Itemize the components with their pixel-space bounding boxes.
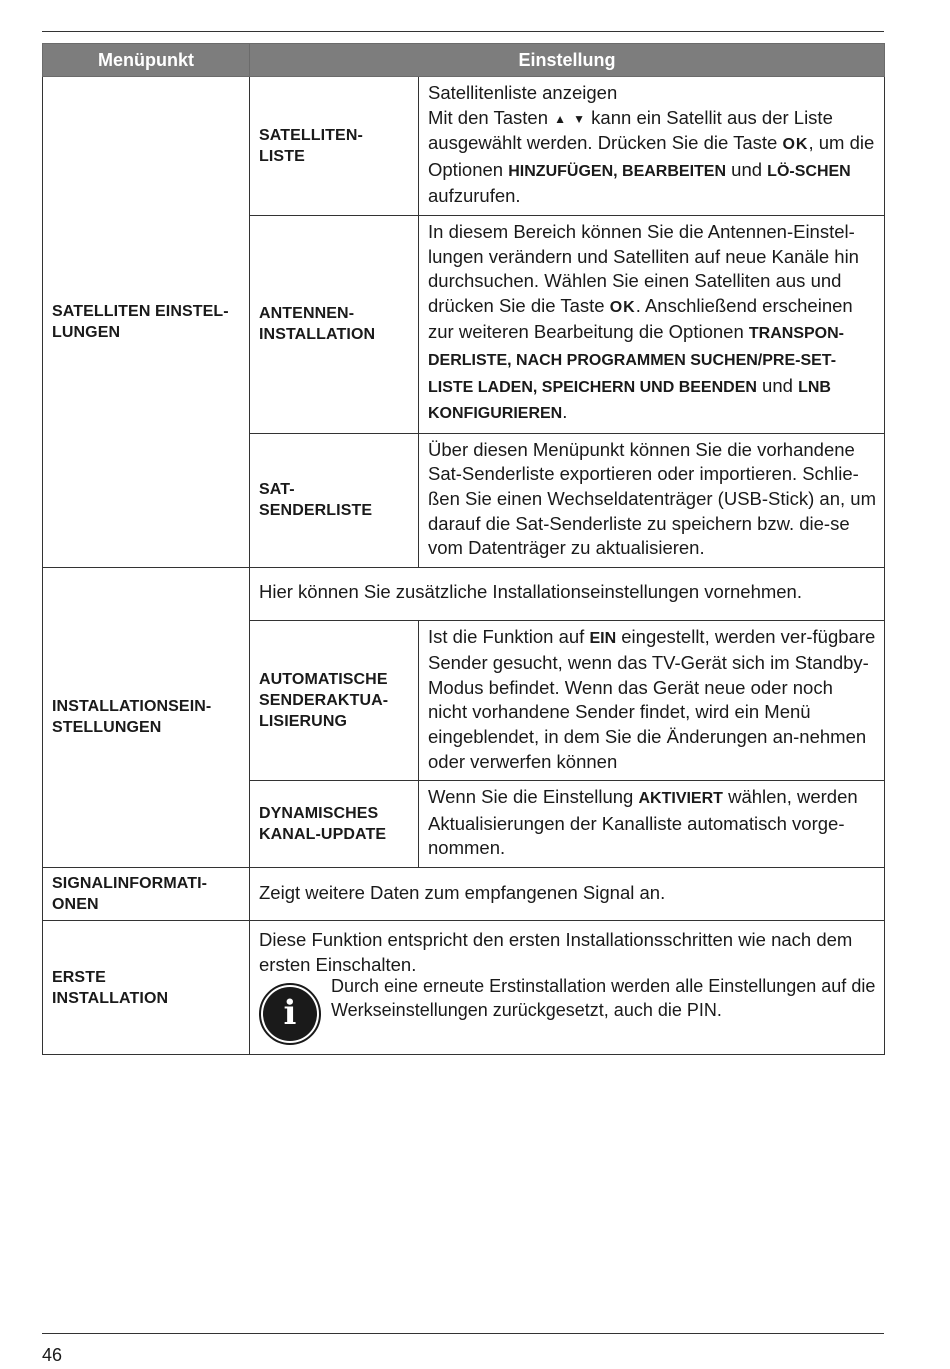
ok-key-label: OK [782,136,809,154]
text-span: eingestellt, werden ver-fügbare Sender gesucht, wenn das TV-Gerät sich im Standby-Modus befindet. Wenn das Gerät neue oder noch nicht vorhandene Sender findet, wird ein Menü eingeblendet, in dem Sie die Änderungen an-nehmen oder verwerfen können [428,625,876,772]
label-line: INSTALLATIONSEIN- [52,698,212,716]
label-line: AUTOMATISCHE [259,670,388,688]
label-line: ANTENNEN- [259,305,355,323]
table-row [43,567,885,620]
submenu-sat-senderliste [250,433,419,567]
option-name: AKTIVIERT [638,790,723,808]
arrow-down-icon: ▼ [573,111,586,126]
option-name: LÖ-SCHEN [767,162,851,180]
description-paragraph [428,220,876,427]
text-span: kann ein Satellit aus der Liste ausgewählt werden. Drücken Sie die Taste [428,106,833,154]
label-line: INSTALLATION [259,326,376,344]
text-span: Ist die Funktion auf [428,625,590,647]
label-line: LUNGEN [52,323,121,341]
info-icon [259,983,321,1045]
header-menupunkt: Menüpunkt [43,44,250,77]
description-paragraph [428,625,876,775]
description-paragraph [428,106,876,209]
text-span: . Anschließend erscheinen zur weiteren Bearbeitung die Optionen [428,294,853,343]
text-span: und [756,374,799,396]
table-row [43,868,885,921]
label-line: ONEN [52,896,99,914]
description-installation-intro: Hier können Sie zusätzliche Installationseinstellungen vornehmen. [250,567,885,620]
text-span: und [726,158,768,180]
info-icon-glyph: i [263,987,317,1041]
option-names: HINZUFÜGEN, BEARBEITEN [508,162,727,180]
text-span: . [562,401,568,423]
description-antenneninstallation [419,215,885,433]
menu-item-signalinformationen [43,868,250,921]
description-erste-installation [250,921,885,1055]
submenu-automatische-senderaktualisierung [250,620,419,781]
label-line: LISIERUNG [259,712,348,730]
option-name: LNB KONFIGURIEREN [428,378,831,423]
description-automatische-senderaktualisierung [419,620,885,781]
description-dynamisches-kanal-update [419,781,885,868]
settings-table [42,43,885,1055]
label-line: SATELLITEN EINSTEL- [52,302,229,320]
label-line: INSTALLATION [52,989,169,1007]
submenu-satellitenliste [250,77,419,216]
description-line: Satellitenliste anzeigen [428,82,618,103]
label-line: DYNAMISCHES [259,805,379,823]
description-paragraph: Diese Funktion entspricht den ersten Installationsschritten wie nach dem ersten Einschalten. [259,929,853,976]
label-line: KANAL-UPDATE [259,826,387,844]
text-span: aufzurufen. [428,185,521,207]
submenu-antenneninstallation [250,215,419,433]
label-line: SIGNALINFORMATI- [52,875,208,893]
text-span: wählen, werden Aktualisierungen der Kanalliste automatisch vorge-nommen. [428,786,858,859]
text-span: Mit den Tasten [428,106,554,128]
text-span: , um die Optionen [428,132,875,180]
table-header-row [43,44,885,77]
top-rule [42,31,884,32]
label-line: SENDERAKTUA- [259,691,389,709]
label-line: ERSTE [52,968,106,986]
info-hint [259,975,876,1045]
description-signalinformationen: Zeigt weitere Daten zum empfangenen Signal an. [250,868,885,921]
table-row [43,921,885,1055]
text-span: In diesem Bereich können Sie die Antennen-Einstel-lungen verändern und Satelliten auf neue Kanäle hin durchsuchen. Wählen Sie einen Satelliten aus und drücken Sie die Taste [428,220,859,316]
description-sat-senderliste: Über diesen Menüpunkt können Sie die vorhandene Sat-Senderliste exportieren oder importieren. Schlie-ßen Sie einen Wechseldatenträger (USB-Stick) an, um darauf die Sat-Senderliste zu speichern bzw. die-se vom Datenträger zu aktualisieren. [419,433,885,567]
label-line: STELLUNGEN [52,719,162,737]
bottom-rule [42,1333,884,1334]
menu-item-installationseinstellungen [43,567,250,867]
arrow-up-icon: ▲ [554,111,567,126]
info-hint-text: Durch eine erneute Erstinstallation werden alle Einstellungen auf die Werkseinstellungen zurückgesetzt, auch die PIN. [331,975,876,1021]
description-satellitenliste [419,77,885,216]
text-span: Wenn Sie die Einstellung [428,786,639,808]
label-line: SAT- [259,481,295,499]
label-line: SENDERLISTE [259,502,373,520]
label-line: SATELLITEN- [259,126,363,144]
submenu-dynamisches-kanal-update [250,781,419,868]
page-number: 46 [42,1345,63,1365]
menu-item-erste-installation [43,921,250,1055]
menu-item-satelliten-einstellungen [43,77,250,568]
ok-key-label: OK [609,298,636,316]
option-names: TRANSPON-DERLISTE, NACH PROGRAMMEN SUCHEN/PRE-SET-LISTE LADEN, SPEICHERN UND BEENDEN [428,325,844,396]
option-name: EIN [589,629,617,647]
label-line: LISTE [259,147,305,165]
description-paragraph [428,785,876,861]
header-einstellung: Einstellung [250,44,885,77]
table-row [43,77,885,216]
